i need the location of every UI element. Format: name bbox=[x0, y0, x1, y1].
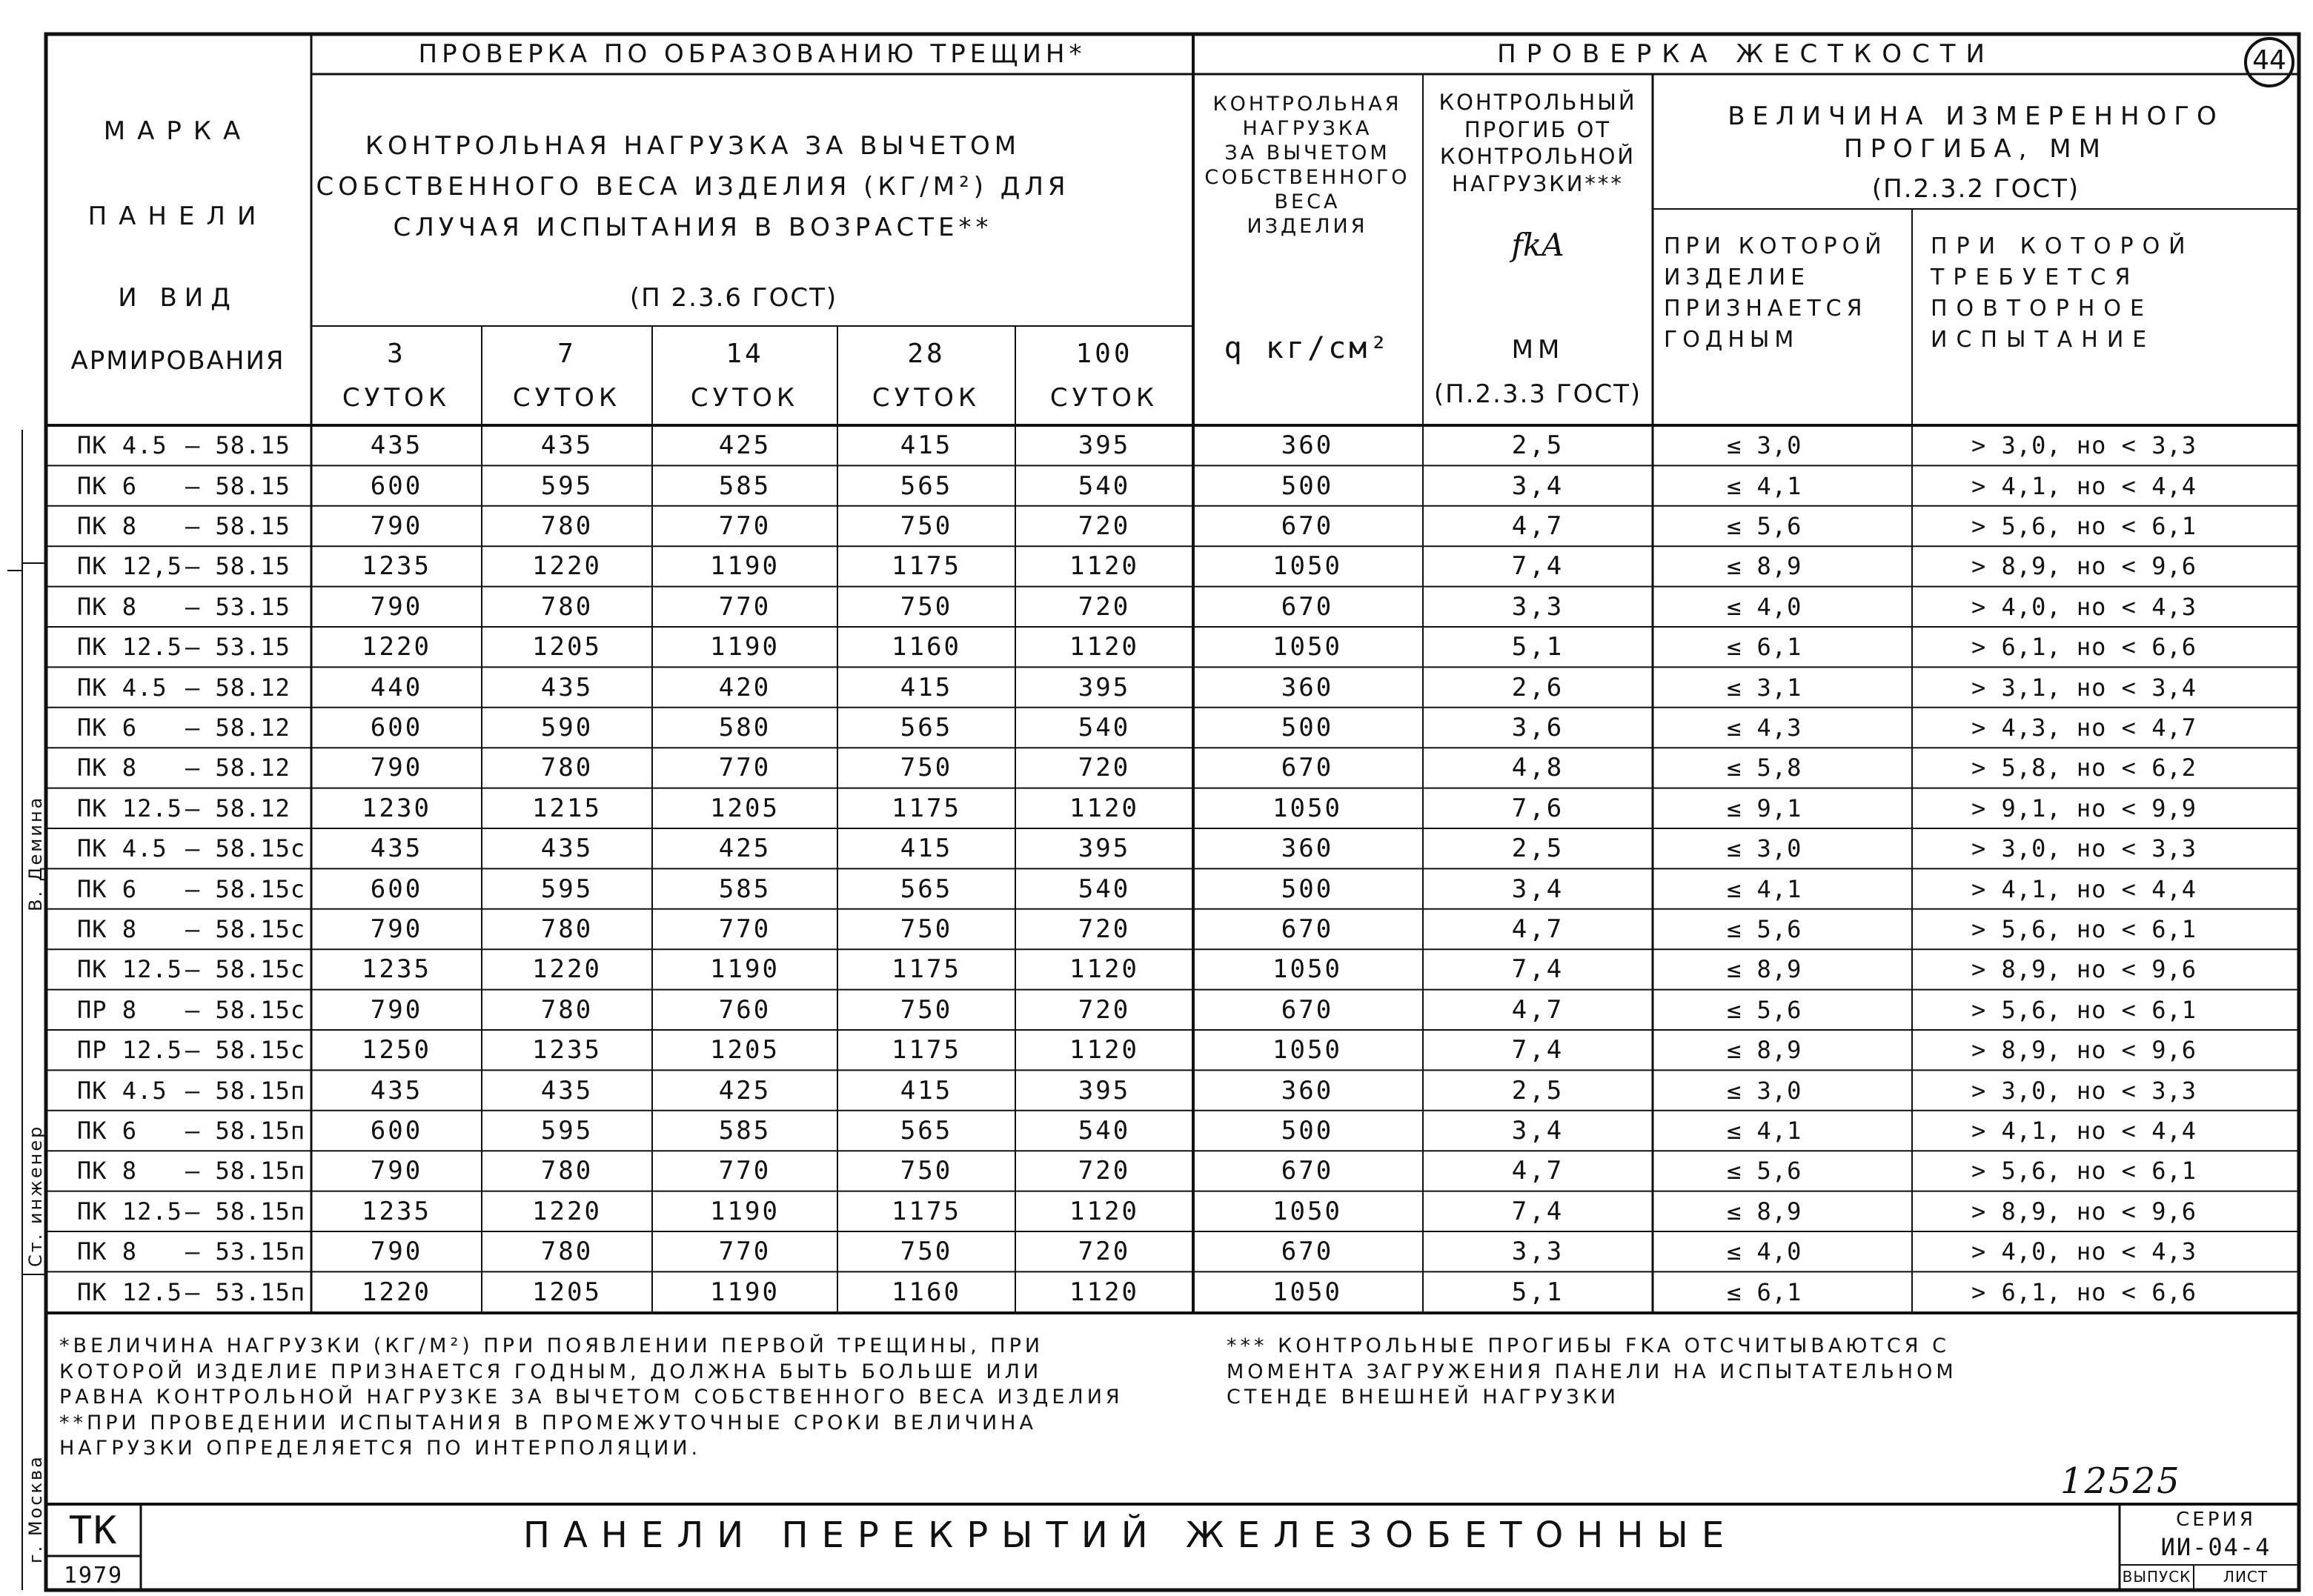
stiff-load-value: 360 bbox=[1281, 1075, 1334, 1105]
control-load-value: 1230 bbox=[362, 793, 431, 823]
control-load-value: 585 bbox=[718, 471, 771, 501]
panel-series: – 58.12 bbox=[185, 714, 291, 742]
control-load-value: 435 bbox=[540, 672, 594, 702]
deflection-value: 4,7 bbox=[1511, 994, 1564, 1025]
control-load-value: 780 bbox=[540, 753, 594, 783]
control-load-value: 440 bbox=[370, 672, 423, 702]
stiff-load-value: 670 bbox=[1281, 994, 1334, 1025]
control-load-value: 780 bbox=[540, 914, 594, 944]
accepted-limit: ≤ 5,6 bbox=[1727, 995, 1802, 1024]
accepted-limit: ≤ 4,1 bbox=[1727, 471, 1802, 500]
control-load-value: 1250 bbox=[362, 1035, 431, 1065]
stiff-load-value: 1050 bbox=[1272, 1277, 1342, 1307]
control-load-value: 760 bbox=[718, 994, 771, 1025]
deflection-value: 2,5 bbox=[1511, 1075, 1564, 1105]
control-load-value: 1175 bbox=[892, 1196, 961, 1226]
panel-series: – 58.15с bbox=[185, 915, 306, 943]
panel-series: – 58.15п bbox=[185, 1117, 306, 1145]
stiff-load-value: 500 bbox=[1281, 471, 1334, 501]
age-14-number: 14 bbox=[726, 339, 764, 369]
retest-range: > 5,6, но < 6,1 bbox=[1971, 995, 2197, 1024]
deflection-value: 2,5 bbox=[1511, 430, 1564, 461]
control-load-value: 1120 bbox=[1069, 954, 1139, 985]
retest-range: > 8,9, но < 9,6 bbox=[1971, 955, 2197, 984]
control-load-value: 600 bbox=[370, 1116, 423, 1146]
control-load-ref: (П 2.3.6 ГОСТ) bbox=[629, 283, 838, 313]
stiff-load-value: 670 bbox=[1281, 753, 1334, 783]
deflection-symbol: fkA bbox=[1511, 227, 1564, 263]
stiff-load-value: 500 bbox=[1281, 874, 1334, 904]
control-load-value: 580 bbox=[718, 713, 771, 742]
control-load-value: 435 bbox=[370, 1075, 423, 1105]
retest-range: > 4,0, но < 4,3 bbox=[1971, 592, 2197, 621]
age-3-unit: СУТОК bbox=[342, 383, 451, 413]
mark-label-4: АРМИРОВАНИЯ bbox=[70, 346, 285, 376]
control-load-value: 435 bbox=[540, 834, 594, 864]
year: 1979 bbox=[63, 1563, 124, 1589]
accepted-limit: ≤ 6,1 bbox=[1727, 1277, 1802, 1306]
issue-label: ВЫПУСК bbox=[2122, 1568, 2191, 1586]
control-load-value: 1120 bbox=[1069, 1277, 1139, 1307]
crack-check-header: ПРОВЕРКА ПО ОБРАЗОВАНИЮ ТРЕЩИН* bbox=[418, 39, 1086, 69]
retest-range: > 8,9, но < 9,6 bbox=[1971, 552, 2197, 581]
mark-label-3: И ВИД bbox=[118, 283, 238, 313]
accepted-limit: ≤ 5,8 bbox=[1727, 754, 1802, 782]
series-value: ИИ-04-4 bbox=[2160, 1533, 2271, 1561]
control-load-value: 750 bbox=[900, 994, 953, 1025]
stiff-load-value: 1050 bbox=[1272, 1035, 1342, 1065]
control-load-value: 395 bbox=[1078, 1075, 1131, 1105]
panel-series: – 58.15п bbox=[185, 1157, 306, 1186]
panel-mark: ПК 8 bbox=[77, 915, 138, 943]
control-load-value: 1175 bbox=[892, 954, 961, 985]
control-load-value: 1120 bbox=[1069, 1035, 1139, 1065]
panel-series: – 53.15 bbox=[185, 592, 291, 621]
control-load-value: 1220 bbox=[362, 1277, 431, 1307]
deflection-value: 7,4 bbox=[1511, 954, 1564, 985]
retest-header: ПРИ КОТОРОЙ ТРЕБУЕТСЯ ПОВТОРНОЕ ИСПЫТАНИЕ bbox=[1931, 233, 2194, 353]
control-load-value: 720 bbox=[1078, 753, 1131, 783]
retest-range: > 5,6, но < 6,1 bbox=[1971, 915, 2197, 943]
control-load-value: 1190 bbox=[710, 551, 780, 582]
panel-mark: ПК 6 bbox=[77, 1117, 138, 1145]
control-load-value: 600 bbox=[370, 471, 423, 501]
panel-mark: ПК 8 bbox=[77, 1237, 138, 1266]
control-load-value: 790 bbox=[370, 914, 423, 944]
age-3-number: 3 bbox=[387, 339, 406, 369]
control-load-value: 720 bbox=[1078, 511, 1131, 541]
age-7-unit: СУТОК bbox=[512, 383, 622, 413]
control-load-value: 395 bbox=[1078, 430, 1131, 461]
accepted-limit: ≤ 3,1 bbox=[1727, 673, 1802, 702]
accepted-limit: ≤ 5,6 bbox=[1727, 512, 1802, 540]
footnote-left: *ВЕЛИЧИНА НАГРУЗКИ (КГ/М²) ПРИ ПОЯВЛЕНИИ ПЕРВОЙ ТРЕЩИНЫ, ПРИ КОТОРОЙ ИЗДЕЛИЕ ПРИЗНАЕТСЯ ГОДНЫМ, ДОЛЖНА БЫТЬ БОЛЬШЕ ИЛИ РАВНА КОНТРОЛЬНОЙ НАГРУЗКЕ ЗА ВЫЧЕТОМ СОБСТВЕННОГО ВЕСА ИЗДЕЛИЯ **ПРИ ПРОВЕДЕНИИ ИСПЫТАНИЯ В ПРОМЕЖУТОЧНЫЕ СРОКИ ВЕЛИЧИНА НАГРУЗКИ ОПРЕДЕЛЯЕТСЯ ПО ИНТЕРПОЛЯЦИИ. bbox=[59, 1334, 1124, 1460]
control-load-value: 750 bbox=[900, 1156, 953, 1186]
panel-series: – 58.12 bbox=[185, 673, 291, 702]
stiff-load-unit: q кг/см² bbox=[1224, 331, 1391, 365]
stiff-load-value: 1050 bbox=[1272, 954, 1342, 985]
panel-mark: ПК 12.5 bbox=[77, 794, 182, 822]
control-load-value: 595 bbox=[540, 471, 594, 501]
panel-mark: ПК 4.5 bbox=[77, 431, 167, 460]
mark-label-2: ПАНЕЛИ bbox=[87, 202, 268, 231]
panel-mark: ПК 6 bbox=[77, 714, 138, 742]
stiff-load-value: 670 bbox=[1281, 591, 1334, 622]
panel-series: – 58.15с bbox=[185, 834, 306, 863]
margin-name: В. Демина bbox=[25, 795, 46, 911]
control-load-value: 720 bbox=[1078, 591, 1131, 622]
age-28-number: 28 bbox=[907, 339, 946, 369]
control-load-value: 540 bbox=[1078, 1116, 1131, 1146]
control-load-value: 1205 bbox=[710, 793, 780, 823]
retest-range: > 3,0, но < 3,3 bbox=[1971, 1076, 2197, 1105]
control-load-value: 1235 bbox=[362, 551, 431, 582]
control-load-value: 1175 bbox=[892, 793, 961, 823]
deflection-value: 2,6 bbox=[1511, 672, 1564, 702]
control-load-value: 720 bbox=[1078, 1237, 1131, 1267]
panel-series: – 53.15п bbox=[185, 1237, 306, 1266]
control-load-value: 1120 bbox=[1069, 632, 1139, 662]
accepted-limit: ≤ 9,1 bbox=[1727, 794, 1802, 822]
stiff-load-value: 1050 bbox=[1272, 793, 1342, 823]
retest-range: > 4,1, но < 4,4 bbox=[1971, 874, 2197, 903]
control-load-value: 770 bbox=[718, 1156, 771, 1186]
accepted-limit: ≤ 4,0 bbox=[1727, 592, 1802, 621]
panel-series: – 58.15с bbox=[185, 955, 306, 984]
deflection-value: 4,7 bbox=[1511, 511, 1564, 541]
stiff-load-value: 670 bbox=[1281, 511, 1334, 541]
stiff-load-value: 670 bbox=[1281, 914, 1334, 944]
control-load-value: 590 bbox=[540, 713, 594, 742]
control-load-value: 770 bbox=[718, 753, 771, 783]
accepted-limit: ≤ 4,1 bbox=[1727, 1117, 1802, 1145]
accepted-limit: ≤ 3,0 bbox=[1727, 431, 1802, 460]
retest-range: > 3,1, но < 3,4 bbox=[1971, 673, 2197, 702]
panel-mark: ПК 8 bbox=[77, 512, 138, 540]
org-code: ТК bbox=[68, 1509, 119, 1553]
mark-label-1: МАРКА bbox=[103, 116, 253, 146]
control-load-value: 425 bbox=[718, 430, 771, 461]
control-load-value: 1235 bbox=[532, 1035, 602, 1065]
control-load-value: 720 bbox=[1078, 994, 1131, 1025]
control-load-value: 790 bbox=[370, 1237, 423, 1267]
deflection-value: 3,6 bbox=[1511, 713, 1564, 742]
control-load-value: 415 bbox=[900, 430, 953, 461]
retest-range: > 4,3, но < 4,7 bbox=[1971, 714, 2197, 742]
deflection-value: 2,5 bbox=[1511, 834, 1564, 864]
control-load-value: 790 bbox=[370, 1156, 423, 1186]
panel-mark: ПК 12.5 bbox=[77, 633, 182, 662]
margin-city: г. Москва bbox=[25, 1454, 46, 1563]
retest-range: > 4,1, но < 4,4 bbox=[1971, 1117, 2197, 1145]
panel-series: – 58.15 bbox=[185, 431, 291, 460]
control-load-value: 1220 bbox=[532, 551, 602, 582]
control-load-value: 600 bbox=[370, 874, 423, 904]
stiff-load-value: 500 bbox=[1281, 1116, 1334, 1146]
sheet-title: ПАНЕЛИ ПЕРЕКРЫТИЙ ЖЕЛЕЗОБЕТОННЫЕ bbox=[522, 1514, 1738, 1556]
control-load-value: 750 bbox=[900, 511, 953, 541]
accepted-limit: ≤ 8,9 bbox=[1727, 1197, 1802, 1226]
control-load-value: 395 bbox=[1078, 834, 1131, 864]
control-load-value: 780 bbox=[540, 1237, 594, 1267]
panel-series: – 58.15с bbox=[185, 1036, 306, 1065]
control-load-value: 540 bbox=[1078, 713, 1131, 742]
accepted-header: ПРИ КОТОРОЙ ИЗДЕЛИЕ ПРИЗНАЕТСЯ ГОДНЫМ bbox=[1664, 233, 1887, 353]
stiff-load-value: 360 bbox=[1281, 672, 1334, 702]
control-load-value: 425 bbox=[718, 834, 771, 864]
deflection-value: 4,8 bbox=[1511, 753, 1564, 783]
control-load-value: 435 bbox=[540, 430, 594, 461]
page-circle-number: 44 bbox=[2252, 45, 2286, 76]
control-load-value: 1120 bbox=[1069, 793, 1139, 823]
control-load-value: 565 bbox=[900, 874, 953, 904]
panel-mark: ПК 4.5 bbox=[77, 673, 167, 702]
stiff-load-value: 1050 bbox=[1272, 632, 1342, 662]
control-load-value: 1190 bbox=[710, 954, 780, 985]
control-load-value: 790 bbox=[370, 511, 423, 541]
control-load-value: 790 bbox=[370, 591, 423, 622]
panel-mark: ПК 8 bbox=[77, 754, 138, 782]
retest-range: > 4,0, но < 4,3 bbox=[1971, 1237, 2197, 1266]
panel-mark: ПК 6 bbox=[77, 471, 138, 500]
control-load-value: 770 bbox=[718, 1237, 771, 1267]
control-load-value: 1190 bbox=[710, 1277, 780, 1307]
archive-number: 12525 bbox=[2060, 1460, 2181, 1502]
deflection-value: 3,4 bbox=[1511, 471, 1564, 501]
stiff-load-value: 500 bbox=[1281, 713, 1334, 742]
panel-mark: ПК 4.5 bbox=[77, 834, 167, 863]
retest-range: > 6,1, но < 6,6 bbox=[1971, 1277, 2197, 1306]
panel-series: – 58.15 bbox=[185, 471, 291, 500]
control-load-value: 395 bbox=[1078, 672, 1131, 702]
control-load-value: 770 bbox=[718, 511, 771, 541]
deflection-header: КОНТРОЛЬНЫЙ ПРОГИБ ОТ КОНТРОЛЬНОЙ НАГРУЗКИ*** bbox=[1438, 90, 1637, 196]
control-load-value: 780 bbox=[540, 591, 594, 622]
control-load-value: 770 bbox=[718, 591, 771, 622]
control-load-value: 415 bbox=[900, 1075, 953, 1105]
control-load-value: 1120 bbox=[1069, 1196, 1139, 1226]
control-load-value: 1160 bbox=[892, 1277, 961, 1307]
control-load-value: 1205 bbox=[532, 1277, 602, 1307]
control-load-value: 790 bbox=[370, 994, 423, 1025]
control-load-value: 425 bbox=[718, 1075, 771, 1105]
panel-series: – 53.15п bbox=[185, 1277, 306, 1306]
panel-mark: ПК 12.5 bbox=[77, 1197, 182, 1226]
control-load-value: 1235 bbox=[362, 1196, 431, 1226]
accepted-limit: ≤ 4,3 bbox=[1727, 714, 1802, 742]
deflection-ref: (П.2.3.3 ГОСТ) bbox=[1433, 379, 1642, 409]
control-load-value: 1205 bbox=[710, 1035, 780, 1065]
control-load-value: 770 bbox=[718, 914, 771, 944]
panel-mark: ПК 8 bbox=[77, 592, 138, 621]
deflection-value: 7,4 bbox=[1511, 1196, 1564, 1226]
control-load-value: 1160 bbox=[892, 632, 961, 662]
deflection-value: 7,4 bbox=[1511, 551, 1564, 582]
accepted-limit: ≤ 8,9 bbox=[1727, 552, 1802, 581]
retest-range: > 4,1, но < 4,4 bbox=[1971, 471, 2197, 500]
control-load-value: 435 bbox=[540, 1075, 594, 1105]
control-load-value: 780 bbox=[540, 1156, 594, 1186]
control-load-value: 435 bbox=[370, 430, 423, 461]
footnote-right: *** КОНТРОЛЬНЫЕ ПРОГИБЫ FKA ОТСЧИТЫВАЮТСЯ С МОМЕНТА ЗАГРУЖЕНИЯ ПАНЕЛИ НА ИСПЫТАТЕЛЬНОМ СТЕНДЕ ВНЕШНЕЙ НАГРУЗКИ bbox=[1227, 1334, 1957, 1409]
deflection-value: 4,7 bbox=[1511, 914, 1564, 944]
control-load-value: 1175 bbox=[892, 1035, 961, 1065]
control-load-value: 790 bbox=[370, 753, 423, 783]
control-load-value: 585 bbox=[718, 874, 771, 904]
control-load-value: 780 bbox=[540, 511, 594, 541]
control-load-value: 1190 bbox=[710, 632, 780, 662]
accepted-limit: ≤ 8,9 bbox=[1727, 1036, 1802, 1065]
control-load-value: 1235 bbox=[362, 954, 431, 985]
panel-mark: ПР 8 bbox=[77, 995, 138, 1024]
accepted-limit: ≤ 3,0 bbox=[1727, 1076, 1802, 1105]
control-load-value: 1190 bbox=[710, 1196, 780, 1226]
control-load-value: 1220 bbox=[532, 954, 602, 985]
panel-series: – 58.15п bbox=[185, 1076, 306, 1105]
panel-mark: ПК 6 bbox=[77, 874, 138, 903]
panel-series: – 58.15 bbox=[185, 512, 291, 540]
control-load-value: 600 bbox=[370, 713, 423, 742]
deflection-value: 3,3 bbox=[1511, 591, 1564, 622]
control-load-value: 1205 bbox=[532, 632, 602, 662]
accepted-limit: ≤ 5,6 bbox=[1727, 915, 1802, 943]
sheet-label: ЛИСТ bbox=[2223, 1568, 2269, 1586]
stiff-load-header: КОНТРОЛЬНАЯ НАГРУЗКА ЗА ВЫЧЕТОМ СОБСТВЕННОГО ВЕСА ИЗДЕЛИЯ bbox=[1204, 93, 1410, 238]
accepted-limit: ≤ 5,6 bbox=[1727, 1157, 1802, 1186]
control-load-value: 435 bbox=[370, 834, 423, 864]
stiff-load-value: 1050 bbox=[1272, 551, 1342, 582]
panel-mark: ПК 4.5 bbox=[77, 1076, 167, 1105]
deflection-value: 7,4 bbox=[1511, 1035, 1564, 1065]
age-100-unit: СУТОК bbox=[1049, 383, 1159, 413]
control-load-value: 720 bbox=[1078, 914, 1131, 944]
retest-range: > 3,0, но < 3,3 bbox=[1971, 834, 2197, 863]
control-load-value: 540 bbox=[1078, 471, 1131, 501]
retest-range: > 9,1, но < 9,9 bbox=[1971, 794, 2197, 822]
deflection-value: 5,1 bbox=[1511, 1277, 1564, 1307]
panel-mark: ПК 12,5 bbox=[77, 552, 182, 581]
stiff-load-value: 670 bbox=[1281, 1237, 1334, 1267]
accepted-limit: ≤ 3,0 bbox=[1727, 834, 1802, 863]
control-load-value: 595 bbox=[540, 1116, 594, 1146]
control-load-value: 1215 bbox=[532, 793, 602, 823]
control-load-value: 585 bbox=[718, 1116, 771, 1146]
control-load-value: 1175 bbox=[892, 551, 961, 582]
stiff-load-value: 1050 bbox=[1272, 1196, 1342, 1226]
deflection-value: 7,6 bbox=[1511, 793, 1564, 823]
control-load-value: 1120 bbox=[1069, 551, 1139, 582]
panel-series: – 58.12 bbox=[185, 754, 291, 782]
panel-mark: ПК 12.5 bbox=[77, 1277, 182, 1306]
stiff-load-value: 360 bbox=[1281, 834, 1334, 864]
panel-mark: ПК 8 bbox=[77, 1157, 138, 1186]
accepted-limit: ≤ 6,1 bbox=[1727, 633, 1802, 662]
control-load-value: 565 bbox=[900, 713, 953, 742]
panel-series: – 58.15с bbox=[185, 874, 306, 903]
age-7-number: 7 bbox=[557, 339, 577, 369]
retest-range: > 6,1, но < 6,6 bbox=[1971, 633, 2197, 662]
panel-series: – 58.15с bbox=[185, 995, 306, 1024]
deflection-value: 3,4 bbox=[1511, 874, 1564, 904]
control-load-header: КОНТРОЛЬНАЯ НАГРУЗКА ЗА ВЫЧЕТОМ СОБСТВЕННОГО ВЕСА ИЗДЕЛИЯ (КГ/М²) ДЛЯ СЛУЧАЯ ИСПЫТАНИЯ В ВОЗРАСТЕ** bbox=[316, 131, 1070, 243]
control-load-value: 415 bbox=[900, 672, 953, 702]
control-load-value: 415 bbox=[900, 834, 953, 864]
age-28-unit: СУТОК bbox=[872, 383, 981, 413]
deflection-unit: ММ bbox=[1511, 335, 1564, 365]
deflection-value: 3,3 bbox=[1511, 1237, 1564, 1267]
measured-ref: (П.2.3.2 ГОСТ) bbox=[1871, 174, 2080, 204]
control-load-value: 780 bbox=[540, 994, 594, 1025]
retest-range: > 5,6, но < 6,1 bbox=[1971, 512, 2197, 540]
retest-range: > 5,6, но < 6,1 bbox=[1971, 1157, 2197, 1186]
control-load-value: 540 bbox=[1078, 874, 1131, 904]
measured-header: ВЕЛИЧИНА ИЗМЕРЕННОГО ПРОГИБА, ММ bbox=[1728, 102, 2224, 164]
stiff-load-value: 670 bbox=[1281, 1156, 1334, 1186]
series-label: СЕРИЯ bbox=[2176, 1509, 2256, 1531]
control-load-value: 1220 bbox=[532, 1196, 602, 1226]
retest-range: > 3,0, но < 3,3 bbox=[1971, 431, 2197, 460]
control-load-value: 420 bbox=[718, 672, 771, 702]
retest-range: > 8,9, но < 9,6 bbox=[1971, 1036, 2197, 1065]
margin-role: Ст. инженер bbox=[25, 1124, 46, 1267]
age-14-unit: СУТОК bbox=[690, 383, 800, 413]
accepted-limit: ≤ 4,1 bbox=[1727, 874, 1802, 903]
control-load-value: 1220 bbox=[362, 632, 431, 662]
stiff-load-value: 360 bbox=[1281, 430, 1334, 461]
accepted-limit: ≤ 4,0 bbox=[1727, 1237, 1802, 1266]
age-100-number: 100 bbox=[1075, 339, 1133, 369]
control-load-value: 565 bbox=[900, 1116, 953, 1146]
panel-series: – 58.12 bbox=[185, 794, 291, 822]
deflection-value: 3,4 bbox=[1511, 1116, 1564, 1146]
stiffness-check-header: ПРОВЕРКА ЖЕСТКОСТИ bbox=[1497, 39, 1995, 69]
control-load-value: 595 bbox=[540, 874, 594, 904]
control-load-value: 565 bbox=[900, 471, 953, 501]
retest-range: > 5,8, но < 6,2 bbox=[1971, 754, 2197, 782]
retest-range: > 8,9, но < 9,6 bbox=[1971, 1197, 2197, 1226]
panel-mark: ПК 12.5 bbox=[77, 955, 182, 984]
deflection-value: 4,7 bbox=[1511, 1156, 1564, 1186]
panel-series: – 53.15 bbox=[185, 633, 291, 662]
control-load-value: 750 bbox=[900, 753, 953, 783]
control-load-value: 750 bbox=[900, 591, 953, 622]
accepted-limit: ≤ 8,9 bbox=[1727, 955, 1802, 984]
panel-mark: ПР 12.5 bbox=[77, 1036, 182, 1065]
panel-series: – 58.15п bbox=[185, 1197, 306, 1226]
control-load-value: 750 bbox=[900, 914, 953, 944]
panel-series: – 58.15 bbox=[185, 552, 291, 581]
control-load-value: 720 bbox=[1078, 1156, 1131, 1186]
control-load-value: 750 bbox=[900, 1237, 953, 1267]
deflection-value: 5,1 bbox=[1511, 632, 1564, 662]
